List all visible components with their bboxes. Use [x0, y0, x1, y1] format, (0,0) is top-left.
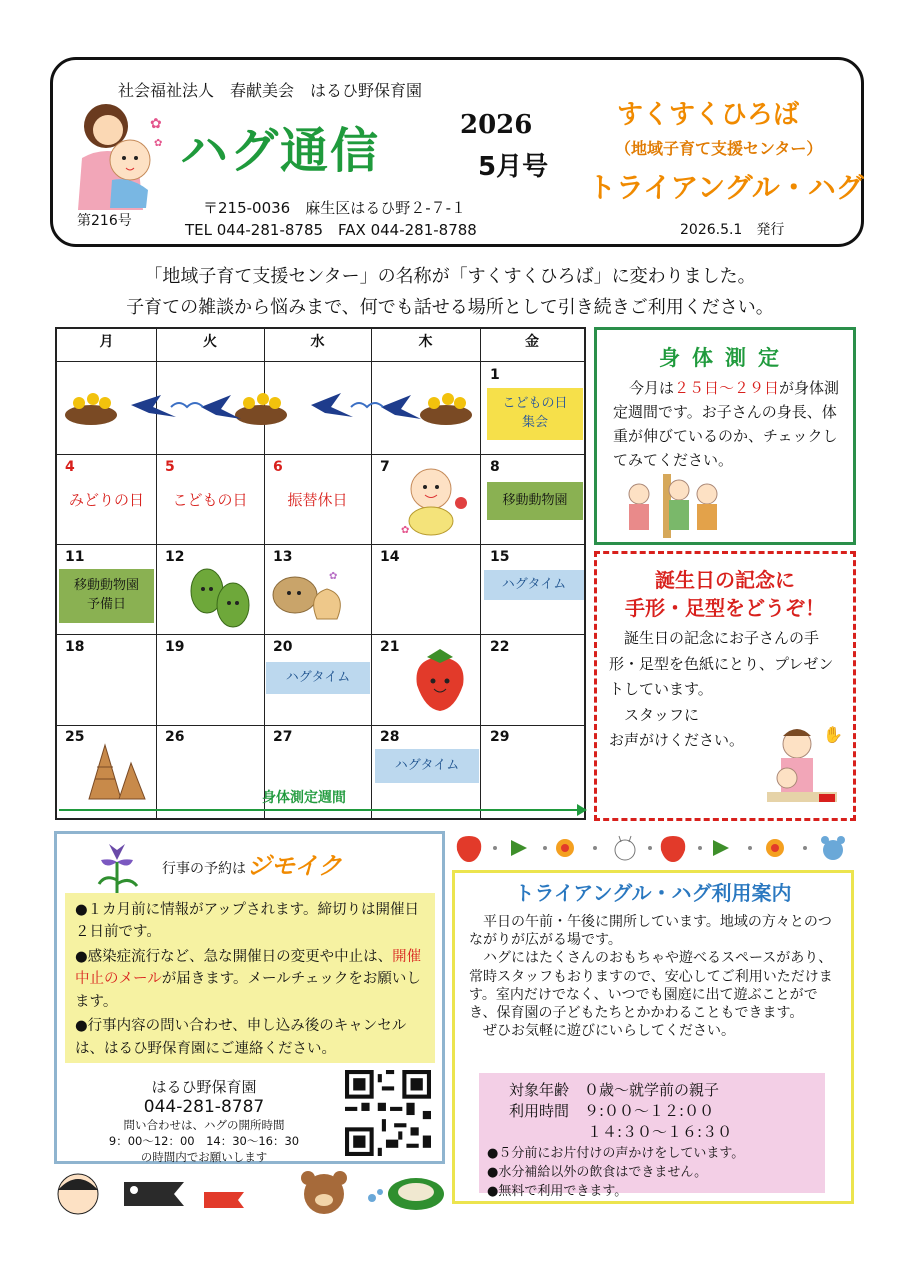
mother-baby-illustration: [68, 98, 168, 213]
baby-flower-illustration: [395, 463, 475, 539]
measurement-box: [594, 327, 856, 545]
day-26: 26: [165, 729, 185, 745]
birthday-title: [597, 566, 853, 622]
event-hug-time-28: ハグタイム: [375, 749, 479, 783]
issue-number: 第216号: [77, 213, 132, 229]
contact-note-3: の時間内でお願いします: [140, 1150, 268, 1164]
weekday-mon: 月: [99, 334, 114, 350]
usage-p3: ぜひお気軽に遊びにいらしてください。: [483, 1023, 735, 1040]
grid-line: [57, 544, 584, 545]
target-age: 対象年齢 ０歳〜就学前の親子: [509, 1081, 720, 1099]
iris-flower-illustration: [87, 840, 147, 896]
measurement-pre: 今月は: [629, 379, 675, 397]
events-pre-label: 行事の予約は: [162, 861, 246, 877]
event-mobile-zoo-backup: 移動動物園 予備日: [59, 569, 154, 623]
grid-line: [57, 634, 584, 635]
arrow-head-icon: [577, 804, 587, 816]
usage-title: トライアングル・ハグ利用案内: [514, 881, 792, 905]
events-note-3: ●行事内容の問い合わせ、申し込み後のキャンセルは、はるひ野保育園にご連絡ください。: [75, 1018, 407, 1057]
event-childrens-day-assembly: こどもの日 集会: [487, 388, 583, 440]
events-note-2-b: が届きます。メールチェックをお願いします。: [75, 971, 421, 1010]
svg-text:✿: ✿: [154, 138, 163, 149]
birthday-box: [594, 551, 856, 821]
contact-tel: 044-281-8787: [143, 1097, 265, 1117]
day-7: 7: [380, 459, 390, 475]
hours-morning: 利用時間 ９:００〜１２:００: [509, 1102, 715, 1120]
usage-note-1: ●５分前にお片付けの声かけをしています。: [487, 1146, 745, 1161]
center-subtitle: （地域子育て支援センター）: [615, 139, 823, 158]
weekday-fri: 金: [525, 334, 539, 350]
day-27: 27: [273, 729, 293, 745]
measurement-body: [613, 376, 845, 472]
potato-onion-illustration: [267, 565, 362, 631]
day-25: 25: [65, 729, 85, 745]
issue-year: 2026: [460, 110, 533, 140]
holiday-greenery-day: みどりの日: [68, 491, 144, 509]
day-11: 11: [65, 549, 85, 565]
day-5: 5: [165, 459, 175, 475]
swallows-illustration: [61, 377, 476, 437]
day-8: 8: [490, 459, 500, 475]
svg-text:✿: ✿: [401, 525, 410, 536]
day-19: 19: [165, 639, 185, 655]
weekday-thu: 木: [418, 334, 433, 350]
decorative-border-icons: [455, 830, 855, 866]
bamboo-shoot-illustration: [79, 739, 151, 803]
calendar: [55, 327, 586, 820]
tel-fax: TEL 044-281-8785 FAX 044-281-8788: [185, 221, 477, 239]
birthday-ask: お声がけください。: [609, 731, 745, 749]
day-14: 14: [380, 549, 400, 565]
green-bean-illustration: [185, 565, 257, 631]
usage-note-2: ●水分補給以外の飲食はできません。: [487, 1165, 708, 1180]
day-1: 1: [490, 367, 500, 383]
day-6: 6: [273, 459, 283, 475]
svg-text:✿: ✿: [150, 116, 162, 132]
day-29: 29: [490, 729, 510, 745]
intro-line-2: 子育ての雑談から悩みまで、何でも話せる場所として引き続きご利用ください。: [126, 297, 774, 318]
birthday-staff: スタッフに: [624, 705, 700, 724]
day-21: 21: [380, 639, 400, 655]
publish-date: 2026.5.1 発行: [680, 222, 785, 238]
usage-body: [469, 913, 845, 1040]
newsletter-title: ハグ通信: [180, 123, 381, 179]
contact-note-2: 9：00〜12：00 14：30〜16：30: [108, 1134, 300, 1148]
day-12: 12: [165, 549, 185, 565]
cancel-mail-highlight: 開催中止のメール: [75, 948, 422, 988]
handprint-illustration: [757, 722, 849, 810]
events-note-2-a: ●感染症流行など、急な開催日の変更や中止は、: [75, 948, 393, 965]
birthday-text: 誕生日の記念にお子さんの手形・足型を色紙にとり、プレゼントしています。: [609, 629, 834, 698]
center-brand: トライアングル・ハグ: [588, 171, 864, 204]
measurement-title: 身体測定: [659, 346, 791, 370]
usage-p2: ハグにはたくさんのおもちゃや遊べるスペースがあり、常時スタッフもおりますので、安心してご利用いただけます。室内だけでなく、いつでも園庭に出て遊ぶことができ、保育園の子どもたちとかかわることもできます。: [469, 950, 833, 1021]
org-name: 社会福祉法人 春献美会 はるひ野保育園: [118, 81, 423, 100]
grid-line: [57, 454, 584, 455]
events-box: [54, 831, 445, 1164]
weekday-tue: 火: [203, 334, 217, 350]
center-name: すくすくひろば: [617, 100, 800, 130]
grid-line: [57, 361, 584, 362]
grid-line: [480, 329, 481, 818]
intro-line-1: 「地域子育て支援センター」の名称が「すくすくひろば」に変わりました。: [144, 266, 756, 287]
birthday-title-line-1: 誕生日の記念に: [655, 568, 795, 592]
svg-text:✋: ✋: [823, 725, 843, 744]
jimoiku-logo: ジモイク: [247, 852, 342, 880]
day-4: 4: [65, 459, 75, 475]
qr-code[interactable]: [345, 1070, 431, 1156]
contact-note-1: 問い合わせは、ハグの開所時間: [123, 1118, 285, 1132]
birthday-title-line-2: 手形・足型をどうぞ！: [625, 596, 825, 620]
hours-afternoon: １４:３０〜１６:３０: [587, 1123, 733, 1141]
weekday-wed: 水: [310, 334, 325, 350]
events-note-2: [75, 946, 425, 1013]
event-hug-time-20: ハグタイム: [266, 662, 370, 694]
events-note-1: ●１カ月前に情報がアップされます。締切りは開催日２日前です。: [75, 902, 419, 941]
measurement-text: が身体測定週間です。お子さんの身長、体重が伸びているのか、チェックしてみてください。: [613, 379, 840, 469]
holiday-substitute: 振替休日: [287, 491, 348, 509]
usage-note-3: ●無料で利用できます。: [487, 1184, 628, 1199]
measurement-dates: ２５日〜２９日: [674, 379, 780, 397]
event-mobile-zoo: 移動動物園: [487, 482, 583, 520]
issue-month: 5月号: [478, 152, 549, 182]
usage-guide-box: [452, 870, 854, 1204]
height-measure-illustration: [617, 470, 727, 542]
holiday-childrens-day: こどもの日: [172, 491, 248, 509]
day-22: 22: [490, 639, 510, 655]
address: 〒215-0036 麻生区はるひ野２-７-１: [203, 199, 467, 217]
measurement-week-label: 身体測定週間: [262, 790, 346, 806]
day-28: 28: [380, 729, 400, 745]
day-13: 13: [273, 549, 293, 565]
grid-line: [57, 725, 584, 726]
measurement-week-arrow: [59, 809, 579, 811]
day-18: 18: [65, 639, 85, 655]
day-20: 20: [273, 639, 293, 655]
usage-details: [479, 1073, 825, 1199]
strawberry-illustration: [407, 647, 473, 715]
usage-p1: 平日の午前・午後に開所しています。地域の方々とのつながりが広がる場です。: [469, 914, 832, 949]
svg-text:✿: ✿: [329, 571, 338, 582]
event-hug-time-15: ハグタイム: [484, 570, 584, 600]
day-15: 15: [490, 549, 510, 565]
contact-info: [69, 1076, 339, 1165]
bottom-decoration-icons: [54, 1168, 449, 1216]
events-notes: [65, 893, 435, 1063]
contact-name: はるひ野保育園: [151, 1078, 257, 1096]
